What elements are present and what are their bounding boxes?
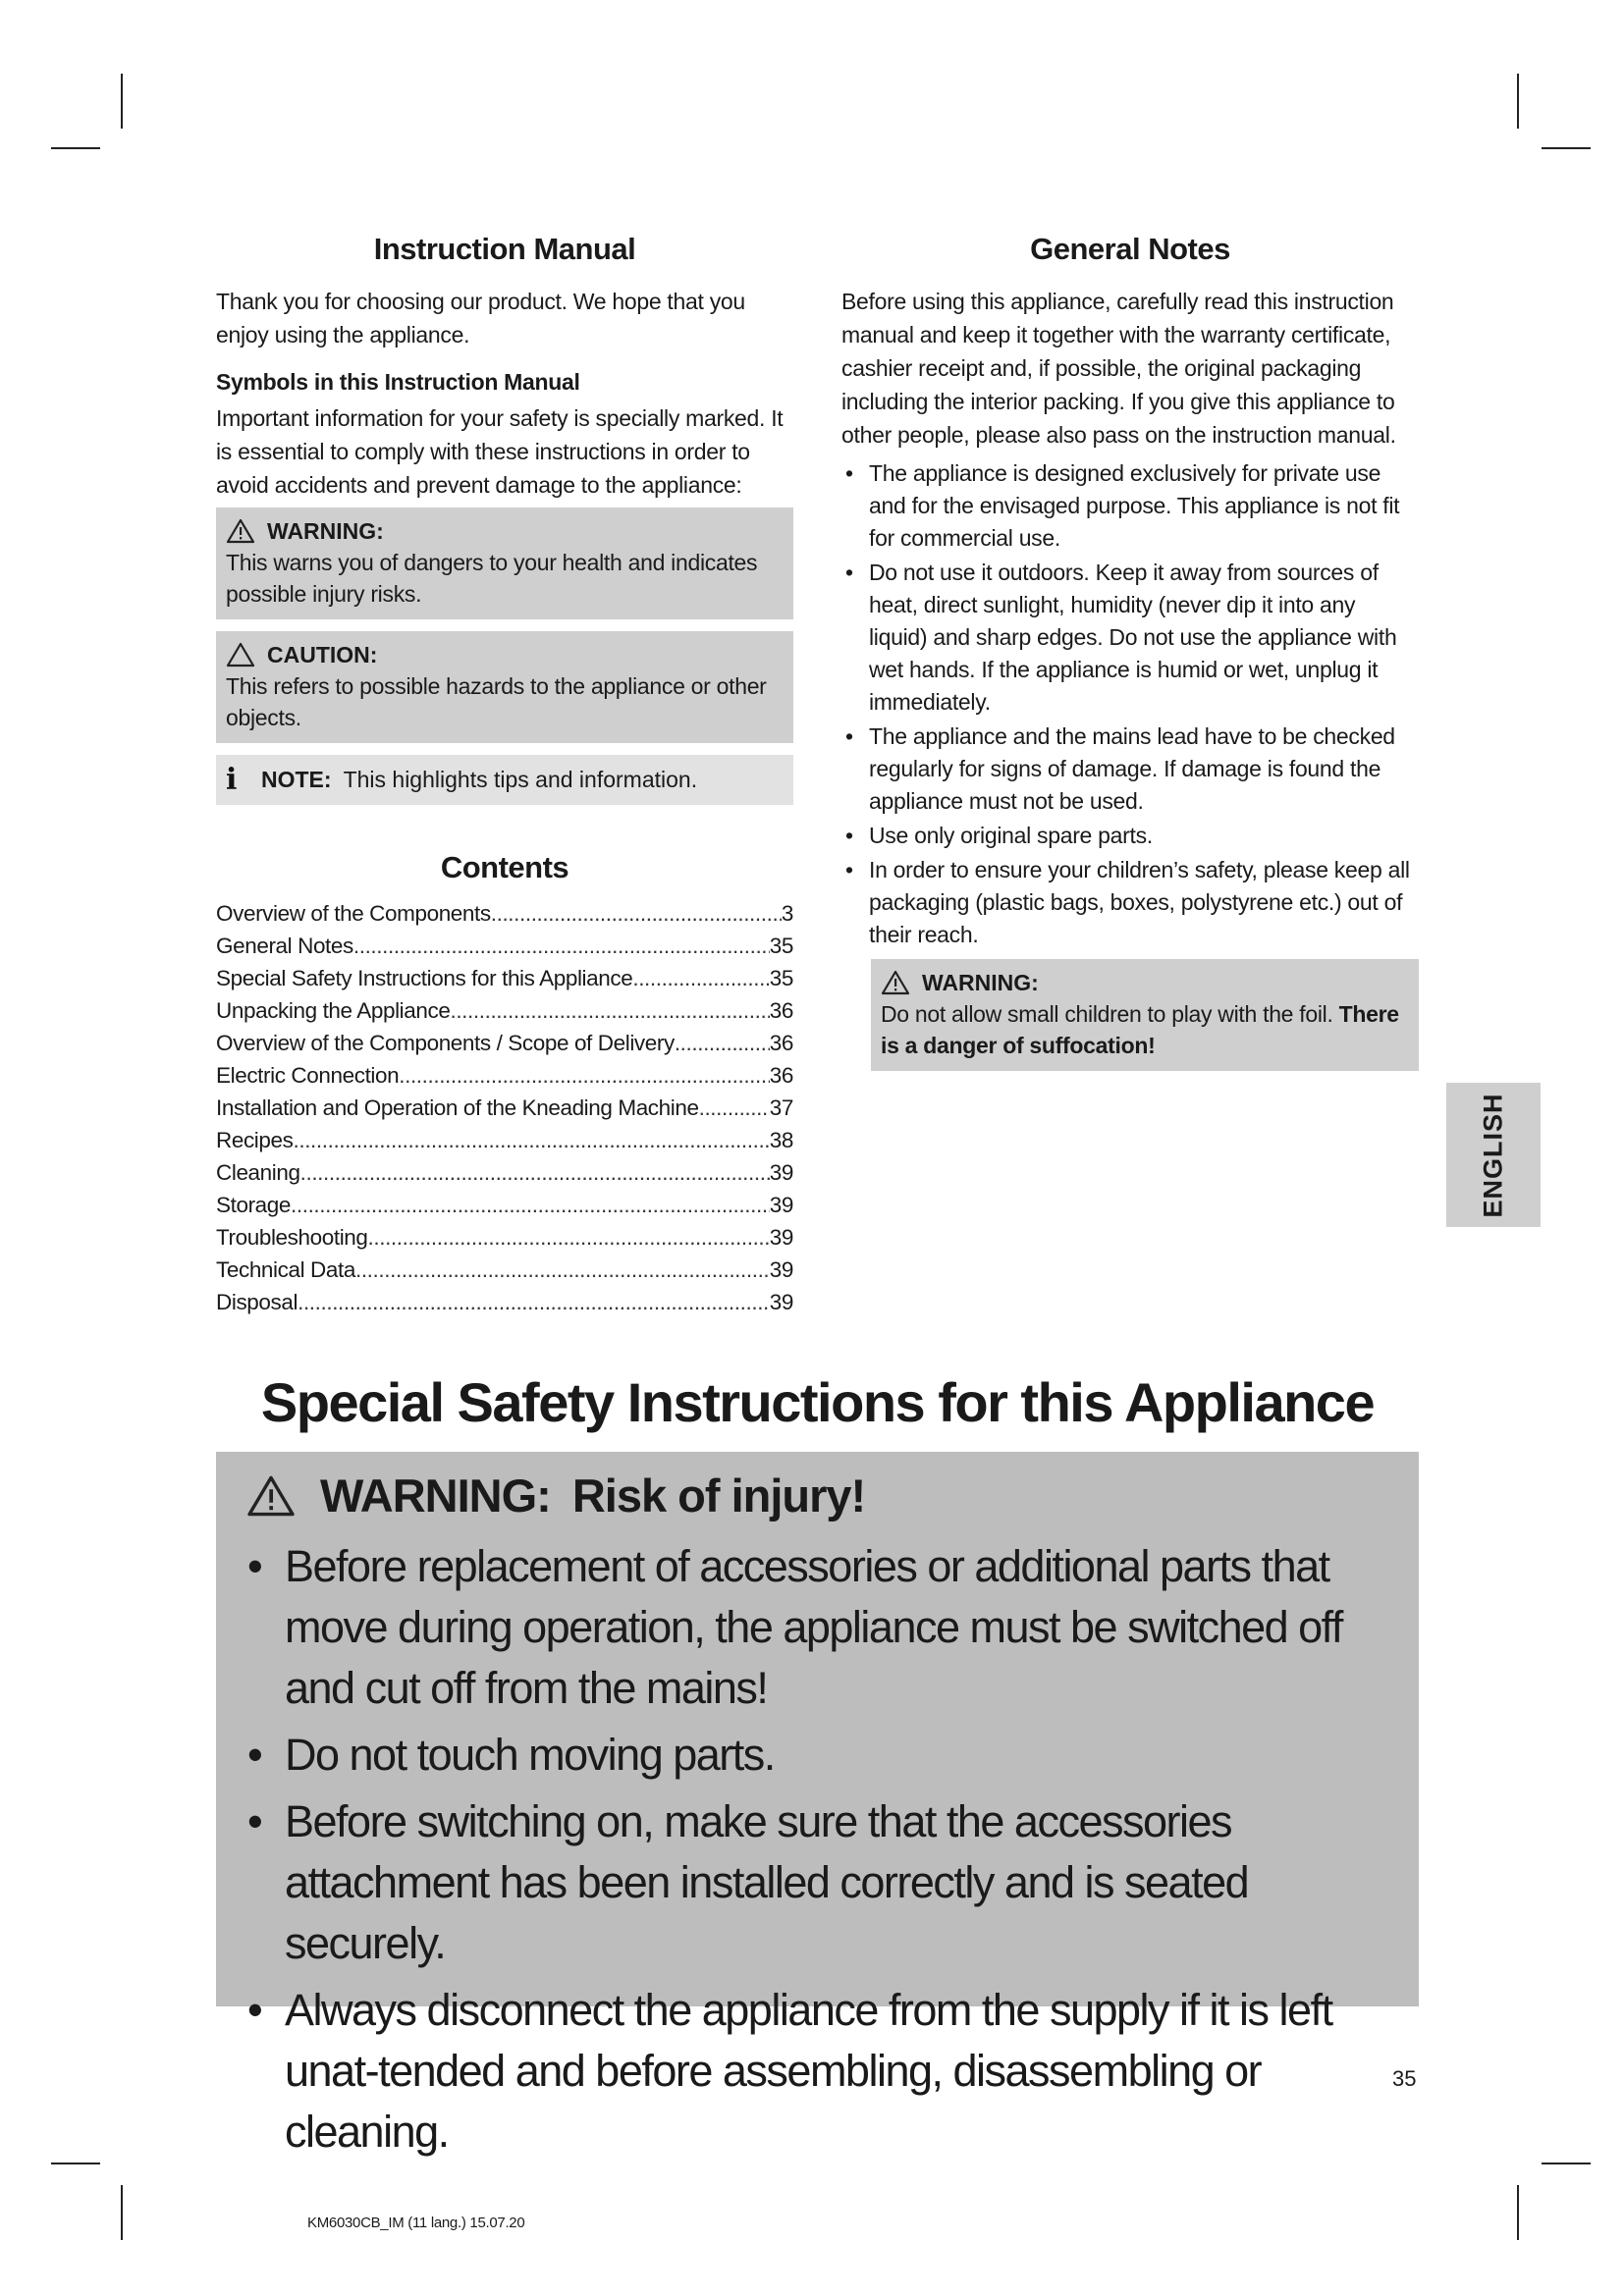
- caution-triangle-icon: [226, 642, 255, 667]
- toc-row: [216, 1221, 793, 1254]
- toc-entry-title: Troubleshooting: [216, 1225, 368, 1250]
- caution-text: This refers to possible hazards to the appliance or other objects.: [226, 673, 767, 730]
- contents-section: [216, 850, 793, 1318]
- caution-label: CAUTION:: [267, 642, 378, 667]
- toc-list: [216, 897, 793, 1318]
- foil-warning-text: Do not allow small children to play with the foil.: [881, 1001, 1333, 1027]
- general-notes-title: General Notes: [1030, 232, 1230, 266]
- toc-row: [216, 1059, 793, 1092]
- intro-text: Thank you for choosing our product. We hope that you enjoy using the appliance.: [216, 289, 745, 347]
- list-item: • Before switching on, make sure that the accessories attachment has been installed correctly and is seated securely.: [232, 1791, 1403, 1974]
- contents-title: Contents: [440, 850, 569, 884]
- toc-entry-page: 39: [769, 1257, 793, 1282]
- toc-row: [216, 1092, 793, 1124]
- right-column: [841, 232, 1419, 1083]
- toc-entry-title: Storage: [216, 1193, 292, 1217]
- footer-code: KM6030CB_IM (11 lang.) 15.07.20: [307, 2215, 525, 2231]
- toc-leader-dots: [353, 930, 770, 962]
- toc-entry-page: 39: [769, 1193, 793, 1217]
- foil-warning-bold: There is a danger of suffocation!: [881, 1001, 1399, 1058]
- crop-mark: [51, 147, 100, 149]
- list-item: • Do not touch moving parts.: [232, 1725, 1403, 1786]
- toc-row: [216, 1027, 793, 1059]
- toc-entry-title: General Notes: [216, 934, 353, 958]
- crop-mark: [1542, 2163, 1591, 2164]
- toc-row: [216, 897, 793, 930]
- toc-entry-page: 39: [769, 1290, 793, 1314]
- toc-entry-page: 35: [769, 966, 793, 990]
- toc-entry-page: 39: [769, 1160, 793, 1185]
- toc-entry-title: Recipes: [216, 1128, 294, 1152]
- general-notes-intro: Before using this appliance, carefully read this instruction manual and keep it together with the warranty certificate, cashier receipt and, if possible, the original packaging including the interior packing. If you give this appliance to other people, please also pass on the instruction manual.: [841, 289, 1396, 448]
- toc-leader-dots: [298, 1286, 770, 1318]
- toc-leader-dots: [450, 994, 769, 1027]
- toc-leader-dots: [368, 1221, 770, 1254]
- crop-mark: [1517, 74, 1519, 129]
- instruction-manual-title: Instruction Manual: [373, 232, 636, 266]
- toc-leader-dots: [355, 1254, 770, 1286]
- list-item: • Always disconnect the appliance from the supply if it is left unat-tended and before assembling, disassembling or cleaning.: [232, 1980, 1403, 2163]
- toc-entry-title: Disposal: [216, 1290, 298, 1314]
- safety-warning-label: WARNING:: [320, 1469, 551, 1522]
- toc-leader-dots: [699, 1092, 770, 1124]
- page-number: 35: [1392, 2066, 1417, 2091]
- crop-mark: [1542, 147, 1591, 149]
- warning-text: This warns you of dangers to your health and indicates possible injury risks.: [226, 550, 758, 607]
- toc-entry-page: 36: [769, 998, 793, 1023]
- list-item: • Use only original spare parts.: [841, 820, 1419, 852]
- list-item: • In order to ensure your children’s safety, please keep all packaging (plastic bags, boxes, polystyrene etc.) out of their reach.: [841, 854, 1419, 951]
- toc-row: [216, 1254, 793, 1286]
- toc-leader-dots: [675, 1027, 770, 1059]
- toc-entry-title: Cleaning: [216, 1160, 300, 1185]
- language-tab-label: ENGLISH: [1478, 1092, 1508, 1218]
- list-item: • Do not use it outdoors. Keep it away from sources of heat, direct sunlight, humidity (never dip it into any liquid) and sharp edges. Do not use the appliance with wet hands. If the appliance is humid or wet, unplug it immediately.: [841, 557, 1419, 719]
- toc-entry-title: Installation and Operation of the Kneading Machine: [216, 1095, 699, 1120]
- crop-mark: [121, 74, 123, 129]
- symbols-heading: Symbols in this Instruction Manual: [216, 369, 580, 395]
- toc-leader-dots: [294, 1124, 770, 1156]
- warning-triangle-icon: [226, 518, 255, 544]
- toc-row: [216, 1286, 793, 1318]
- safety-warning-subtitle: Risk of injury!: [571, 1469, 866, 1522]
- list-item: • The appliance is designed exclusively for private use and for the envisaged purpose. This appliance is not fit for commercial use.: [841, 457, 1419, 555]
- toc-entry-title: Overview of the Components: [216, 901, 491, 926]
- toc-entry-title: Electric Connection: [216, 1063, 400, 1088]
- toc-entry-title: Overview of the Components / Scope of Delivery: [216, 1031, 675, 1055]
- toc-entry-title: Unpacking the Appliance: [216, 998, 451, 1023]
- toc-row: [216, 930, 793, 962]
- toc-entry-page: 36: [769, 1031, 793, 1055]
- toc-leader-dots: [491, 897, 782, 930]
- toc-entry-page: 35: [769, 934, 793, 958]
- crop-mark: [121, 2185, 123, 2240]
- symbols-text: Important information for your safety is specially marked. It is essential to comply with these instructions in order to avoid accidents and prevent damage to the appliance:: [216, 405, 784, 498]
- toc-entry-title: Special Safety Instructions for this Appliance: [216, 966, 633, 990]
- caution-box: [216, 631, 793, 743]
- toc-entry-page: 37: [769, 1095, 793, 1120]
- warning-label: WARNING:: [267, 518, 384, 544]
- warning-triangle-icon: [881, 970, 910, 995]
- toc-entry-page: 39: [769, 1225, 793, 1250]
- toc-row: [216, 962, 793, 994]
- general-notes-list: [841, 457, 1419, 951]
- crop-mark: [51, 2163, 100, 2164]
- warning-box: [216, 507, 793, 619]
- toc-leader-dots: [291, 1189, 770, 1221]
- note-box: [216, 755, 793, 805]
- list-item: • The appliance and the mains lead have to be checked regularly for signs of damage. If damage is found the appliance must not be used.: [841, 721, 1419, 818]
- foil-warning-label: WARNING:: [922, 970, 1039, 995]
- note-label: NOTE:: [261, 767, 332, 792]
- list-item: • Before replacement of accessories or additional parts that move during operation, the appliance must be switched off and cut off from the mains!: [232, 1536, 1403, 1719]
- toc-row: [216, 1189, 793, 1221]
- foil-warning-box: [871, 959, 1419, 1071]
- toc-row: [216, 1156, 793, 1189]
- toc-row: [216, 994, 793, 1027]
- warning-triangle-icon: [245, 1474, 297, 1518]
- language-tab: [1446, 1083, 1541, 1227]
- toc-entry-title: Technical Data: [216, 1257, 355, 1282]
- toc-leader-dots: [300, 1156, 770, 1189]
- crop-mark: [1517, 2185, 1519, 2240]
- toc-leader-dots: [632, 962, 769, 994]
- left-column: [216, 232, 793, 1318]
- note-text: This highlights tips and information.: [343, 767, 698, 792]
- toc-entry-page: 3: [781, 901, 793, 926]
- safety-title: Special Safety Instructions for this Appliance: [260, 1371, 1375, 1433]
- toc-entry-page: 38: [769, 1128, 793, 1152]
- toc-entry-page: 36: [769, 1063, 793, 1088]
- safety-list: [232, 1536, 1403, 2163]
- toc-row: [216, 1124, 793, 1156]
- info-icon: i: [226, 763, 238, 797]
- toc-leader-dots: [399, 1059, 770, 1092]
